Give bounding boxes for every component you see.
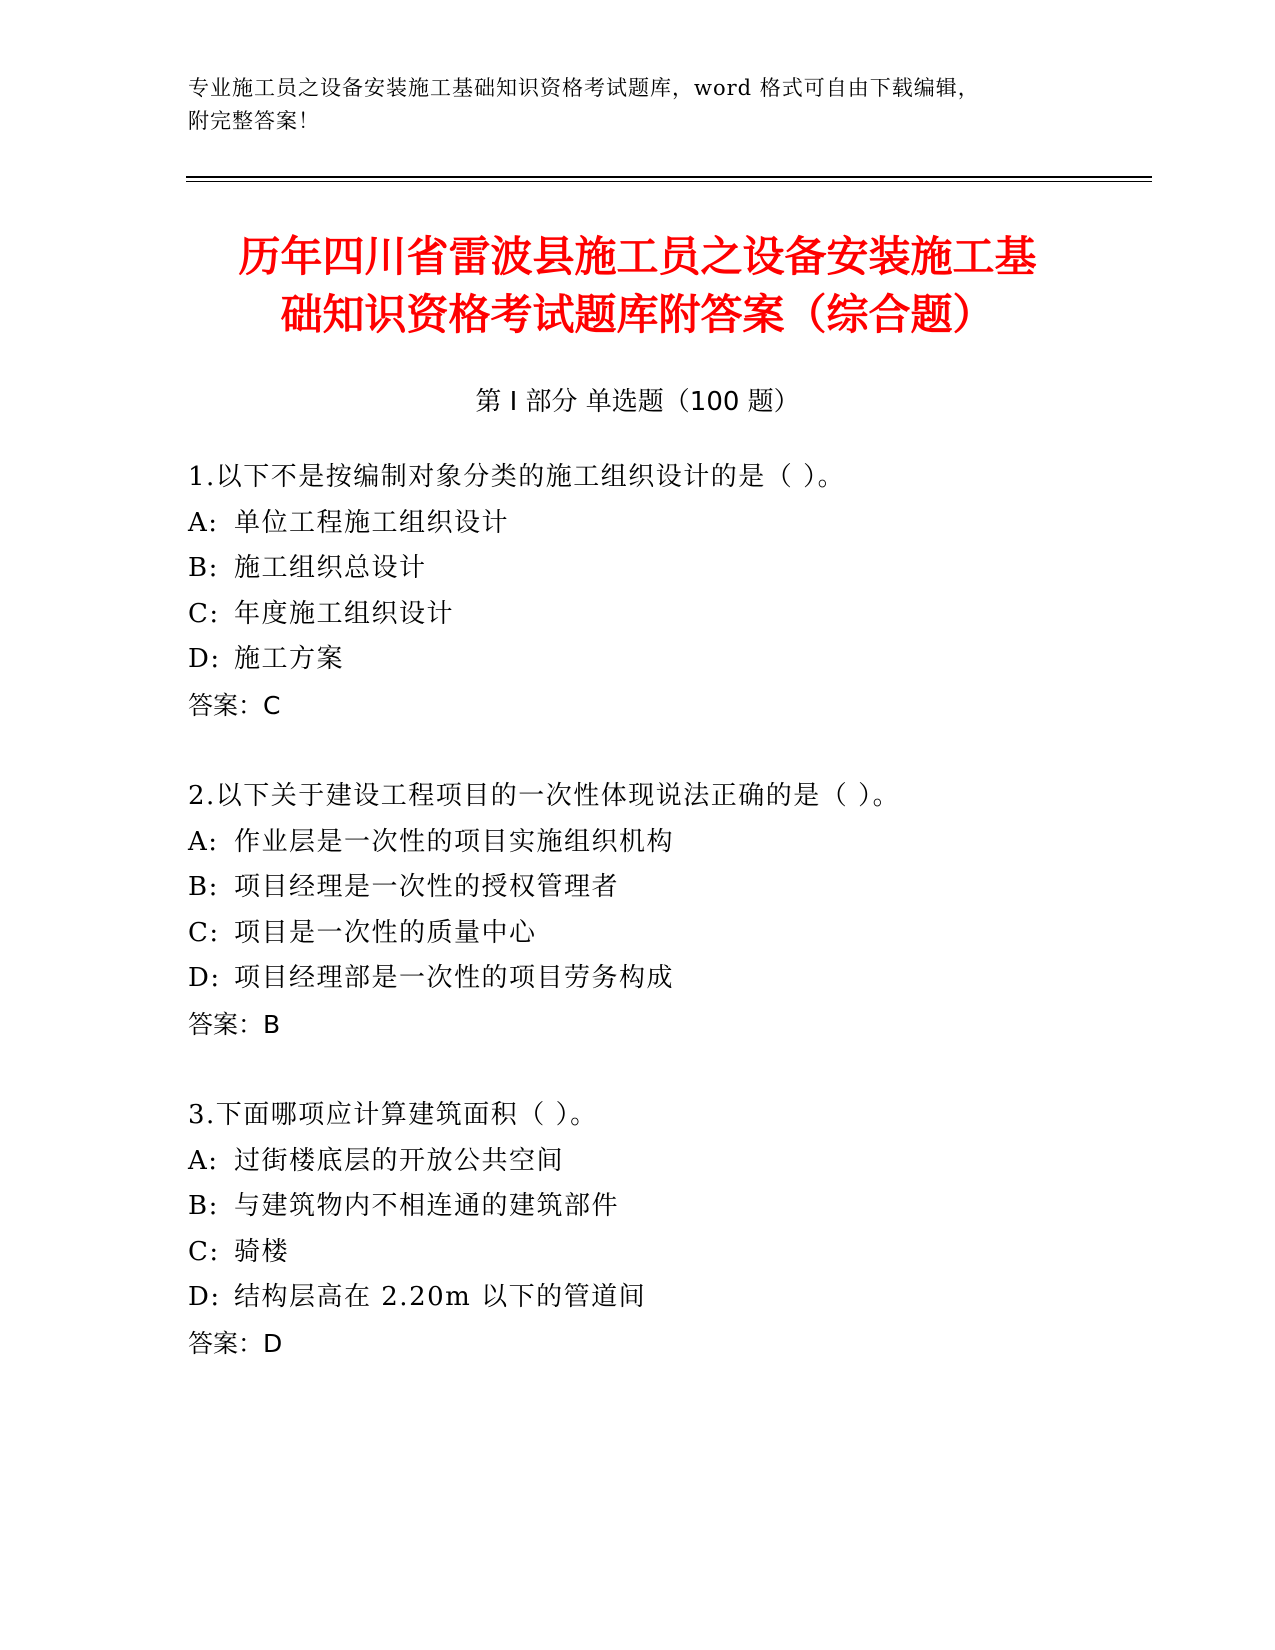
document-title (150, 228, 1125, 344)
option-d (188, 1275, 1148, 1321)
option-text: 项目经理部是一次性的项目劳务构成 (234, 963, 675, 993)
option-c (188, 1230, 1148, 1276)
option-key: D: (188, 644, 221, 674)
option-text: 项目是一次性的质量中心 (234, 917, 537, 948)
header-note-line-1: 专业施工员之设备安装施工基础知识资格考试题库，word 格式可自由下载编辑， (188, 76, 980, 100)
option-text: 单位工程施工组织设计 (234, 507, 510, 538)
option-key: C: (188, 917, 220, 948)
question-stem: 3.下面哪项应计算建筑面积（ ）。 (188, 1100, 598, 1130)
option-b (188, 546, 1148, 592)
question-1 (188, 455, 1148, 728)
option-key: D: (188, 963, 221, 993)
option-a (188, 1139, 1148, 1185)
header-rule-thick (186, 176, 1152, 178)
option-key: A: (188, 826, 219, 857)
question-stem: 2.以下关于建设工程项目的一次性体现说法正确的是（ ）。 (188, 781, 901, 811)
option-key: A: (188, 1145, 219, 1176)
answer: 答案：D (188, 1328, 283, 1358)
option-d (188, 956, 1148, 1002)
document-title-line-1: 历年四川省雷波县施工员之设备安装施工基 (238, 232, 1037, 281)
option-key: C: (188, 1236, 220, 1267)
option-key: A: (188, 507, 219, 538)
option-text: 年度施工组织设计 (234, 598, 455, 629)
header-note-line-2: 附完整答案！ (188, 109, 320, 133)
option-c (188, 911, 1148, 957)
option-text: 施工组织总设计 (234, 553, 427, 583)
option-b (188, 1184, 1148, 1230)
option-text: 结构层高在 2.20m 以下的管道间 (234, 1282, 647, 1312)
question-2 (188, 774, 1148, 1047)
option-a (188, 820, 1148, 866)
header-note (188, 72, 1068, 138)
option-a (188, 501, 1148, 547)
option-text: 项目经理是一次性的授权管理者 (234, 872, 620, 902)
section-title: 第 I 部分 单选题（100 题） (475, 387, 800, 417)
document-title-line-2: 础知识资格考试题库附答案（综合题） (280, 290, 995, 339)
option-text: 施工方案 (234, 644, 345, 674)
option-text: 过街楼底层的开放公共空间 (234, 1145, 565, 1176)
option-text: 骑楼 (234, 1236, 290, 1267)
option-text: 作业层是一次性的项目实施组织机构 (234, 826, 675, 857)
option-c (188, 592, 1148, 638)
header-rule-thin (186, 181, 1152, 182)
option-text: 与建筑物内不相连通的建筑部件 (234, 1191, 620, 1221)
answer: 答案：B (188, 1009, 281, 1039)
answer: 答案：C (188, 690, 281, 720)
option-b (188, 865, 1148, 911)
question-stem: 1.以下不是按编制对象分类的施工组织设计的是（ ）。 (188, 462, 846, 492)
option-key: D: (188, 1282, 221, 1312)
option-d (188, 637, 1148, 683)
option-key: B: (188, 1191, 219, 1221)
option-key: C: (188, 598, 220, 629)
option-key: B: (188, 872, 219, 902)
question-3 (188, 1093, 1148, 1366)
option-key: B: (188, 553, 219, 583)
